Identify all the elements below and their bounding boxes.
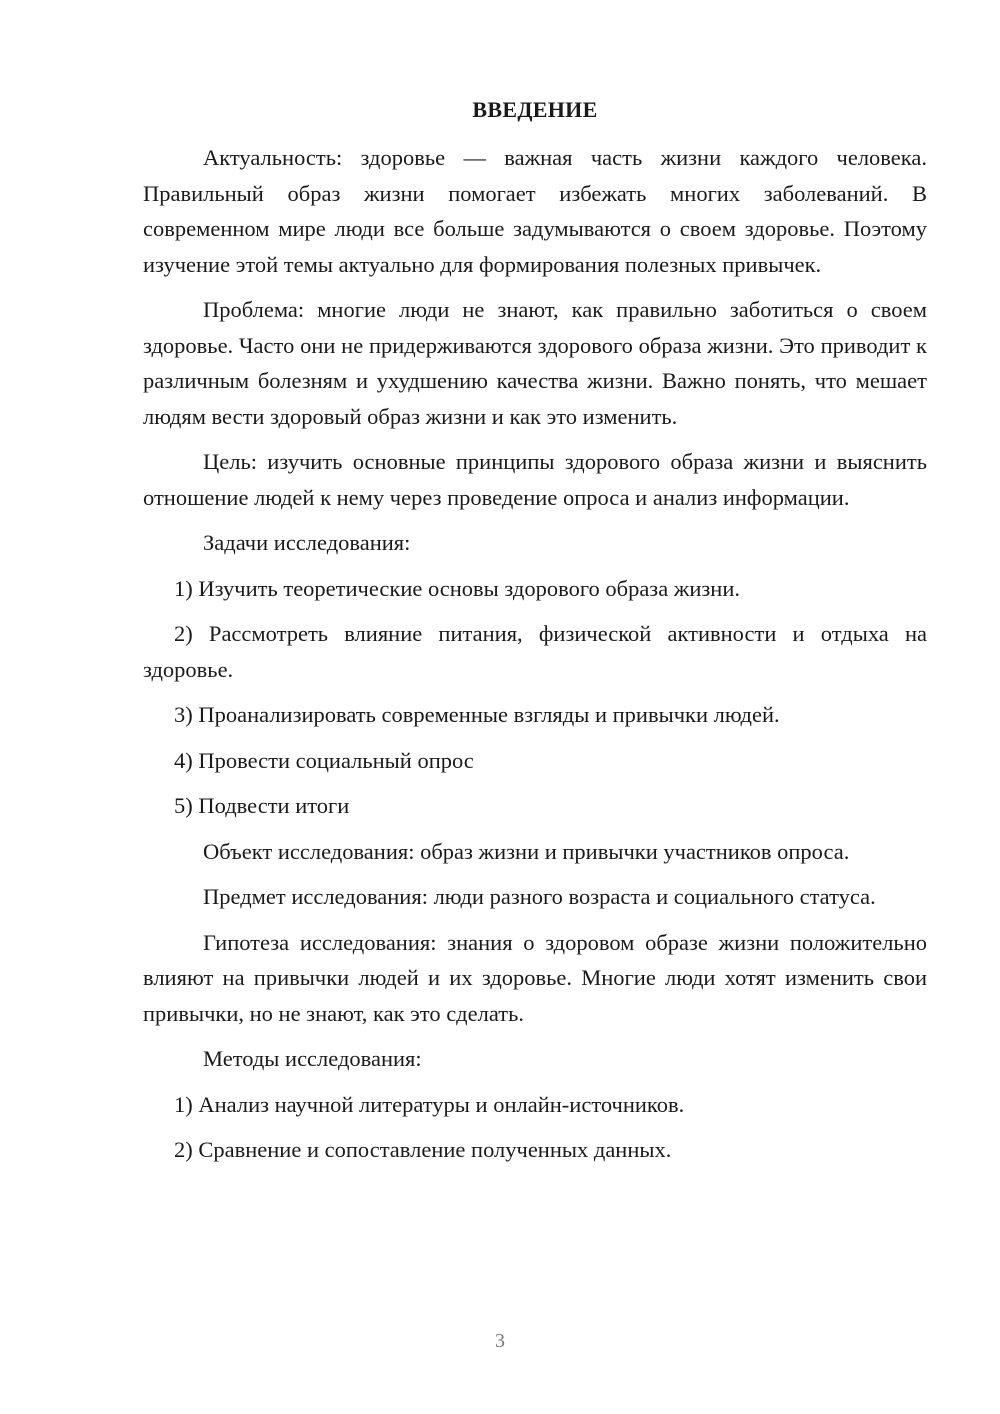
task-item-4: 4) Провести социальный опрос <box>174 747 474 773</box>
goal-paragraph: Цель: изучить основные принципы здорового образа жизни и выяснить отношение людей к нему через проведение опроса и анализ информации. <box>143 449 927 510</box>
page-number: 3 <box>495 1330 505 1352</box>
task-item-2: 2) Рассмотреть влияние питания, физической активности и отдыха на здоровье. <box>143 621 927 682</box>
methods-heading: Методы исследования: <box>203 1046 422 1071</box>
task-item-1: 1) Изучить теоретические основы здорового образа жизни. <box>174 575 740 601</box>
subject-paragraph: Предмет исследования: люди разного возраста и социального статуса. <box>203 884 876 909</box>
relevance-paragraph: Актуальность: здоровье — важная часть жизни каждого человека. Правильный образ жизни помогает избежать многих заболеваний. В современном мире люди все больше задумываются о своем здоровье. Поэтому изучение этой темы актуально для формирования полезных привычек. <box>143 145 927 277</box>
hypothesis-paragraph: Гипотеза исследования: знания о здоровом образе жизни положительно влияют на привычки людей и их здоровье. Многие люди хотят изменить свои привычки, но не знают, как это сделать. <box>143 929 927 1026</box>
section-title: ВВЕДЕНИЕ <box>472 97 598 122</box>
task-item-5: 5) Подвести итоги <box>174 793 350 818</box>
tasks-heading: Задачи исследования: <box>203 530 411 555</box>
document-page <box>143 92 927 1178</box>
method-item-2: 2) Сравнение и сопоставление полученных данных. <box>174 1137 672 1162</box>
method-item-1: 1) Анализ научной литературы и онлайн-источников. <box>174 1091 685 1117</box>
problem-paragraph: Проблема: многие люди не знают, как правильно заботиться о своем здоровье. Часто они не придерживаются здорового образа жизни. Это приводит к различным болезням и ухудшению качества жизни. Важно понять, что мешает людям вести здоровый образ жизни и как это изменить. <box>143 297 927 429</box>
object-paragraph: Объект исследования: образ жизни и привычки участников опроса. <box>203 838 850 864</box>
task-item-3: 3) Проанализировать современные взгляды и привычки людей. <box>174 702 780 727</box>
